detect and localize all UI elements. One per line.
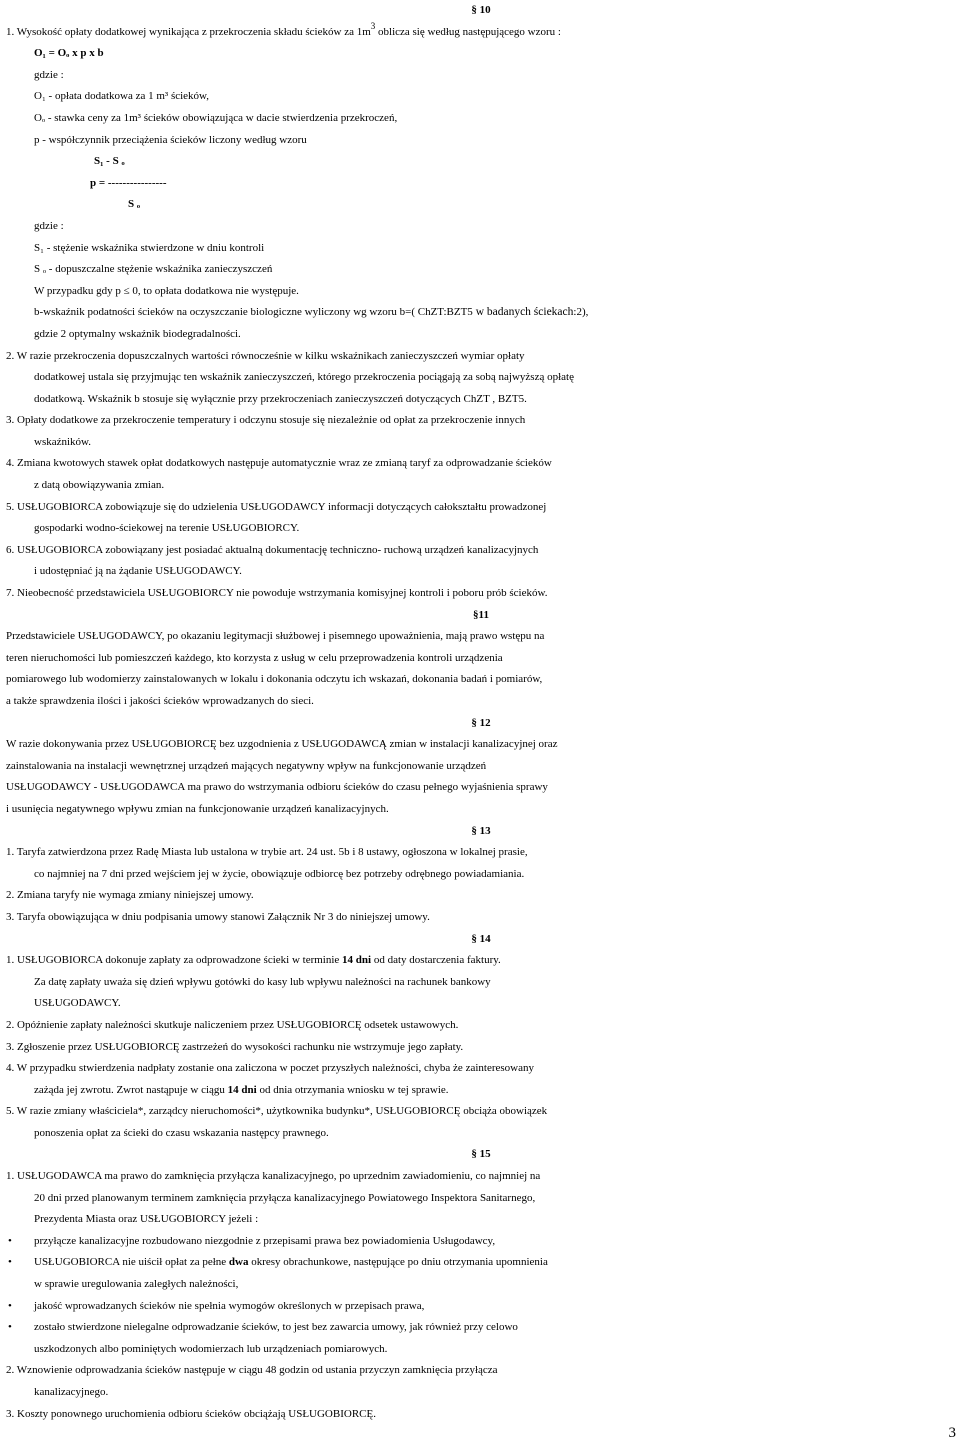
text: okresy obrachunkowe, następujące po dniu otrzymania upomnienia: [248, 1256, 548, 1269]
section-12-line-1: W razie dokonywania przez USŁUGOBIORCĘ bez uzgodnienia z USŁUGODAWCĄ zmian w instalacji kanalizacyjnej oraz: [6, 738, 558, 751]
section-15-paragraph-1-line-2: 20 dni przed planowanym terminem zamknięcia przyłącza kanalizacyjnego Powiatowego Inspektora Sanitarnego,: [34, 1191, 536, 1204]
bold-text: 14 dni: [227, 1083, 257, 1096]
document-page: [6, 0, 956, 1425]
section-10-paragraph-4-line-2: z datą obowiązywania zmian.: [34, 479, 165, 492]
section-13-paragraph-1-line-1: 1. Taryfa zatwierdzona przez Radę Miasta lub ustalona w trybie art. 24 ust. 5b i 8 ustawy, ogłoszona w lokalnej prasie,: [6, 846, 528, 859]
b-indicator-definition: [6, 302, 956, 324]
section-14-paragraph-5-line-2: ponoszenia opłat za ścieki do czasu wskazania następcy prawnego.: [34, 1126, 329, 1139]
definition-o1: O₁ - opłata dodatkowa za 1 m³ ścieków,: [34, 90, 210, 103]
text: 1. USŁUGOBIORCA dokonuje zapłaty za odprowadzone ścieki w terminie: [6, 954, 343, 967]
section-14-paragraph-5-line-1: 5. W razie zmiany właściciela*, zarządcy nieruchomości*, użytkownika budynku*, USŁUGOBIORCĘ obciąża obowiązek: [6, 1105, 548, 1118]
fraction-numerator: S₁ - S ₒ: [94, 155, 125, 168]
section-10-paragraph-2-line-3: dodatkową. Wskaźnik b stosuje się wyłącznie przy przekroczeniach zanieczyszczeń dotyczących ChZT , BZT5.: [34, 392, 527, 405]
section-14-paragraph-1-line-3: USŁUGODAWCY.: [34, 997, 121, 1010]
section-11-heading: §11: [473, 608, 489, 621]
text: zażąda jej zwrotu. Zwrot nastąpuje w ciągu: [34, 1083, 228, 1096]
gdzie-label: gdzie :: [34, 68, 64, 81]
section-10-paragraph-3-line-1: 3. Opłaty dodatkowe za przekroczenie temperatury i odczynu stosuje się niezależnie od opłat za przekroczenie innych: [6, 414, 526, 427]
section-15-paragraph-3: 3. Koszty ponownego uruchomienia odbioru ścieków obciążają USŁUGOBIORCĘ.: [6, 1407, 376, 1420]
section-10-paragraph-2-line-2: dodatkowej ustala się przyjmując ten wskaźnik zanieczyszczeń, którego przekroczenia pociągają za sobą najwyższą opłatę: [34, 371, 574, 384]
definition-so: S ₒ - dopuszczalne stężenie wskaźnika zanieczyszczeń: [34, 263, 273, 276]
section-12-line-4: i usunięcia negatywnego wpływu zmian na funkcjonowanie urządzeń kanalizacyjnych.: [6, 802, 389, 815]
section-11-line-2: teren nieruchomości lub pomieszczeń każdego, kto korzysta z usług w celu przeprowadzenia kontroli urządzenia: [6, 651, 503, 664]
text: przyłącze kanalizacyjne rozbudowano niezgodnie z przepisami prawa bez powiadomienia Usługodawcy,: [34, 1234, 496, 1247]
definition-oo: Oₒ - stawka ceny za 1m³ ścieków obowiązująca w dacie stwierdzenia przekroczeń,: [34, 111, 398, 124]
section-10-paragraph-5-line-1: 5. USŁUGOBIORCA zobowiązuje się do udzielenia USŁUGODAWCY informacji dotyczących całokształtu prowadzonej: [6, 500, 547, 513]
superscript: 3: [370, 20, 376, 31]
section-15-paragraph-1-line-1: 1. USŁUGODAWCA ma prawo do zamknięcia przyłącza kanalizacyjnego, po uprzednim zawiadomieniu, co najmniej na: [6, 1170, 541, 1183]
section-13-heading: § 13: [471, 824, 491, 837]
section-14-paragraph-4-line-2: [6, 1080, 956, 1102]
section-12-line-2: zainstalowania na instalacji wewnętrznej urządzeń mających negatywny wpływ na funkcjonowanie urządzeń: [6, 759, 487, 772]
bullet-icon: •: [8, 1299, 12, 1312]
section-12-line-3: USŁUGODAWCY - USŁUGODAWCA ma prawo do wstrzymania odbioru ścieków do czasu pełnego wyjaśnienia sprawy: [6, 781, 548, 794]
bullet-item-2-line-2: w sprawie uregulowania zaległych należności,: [34, 1278, 239, 1291]
bullet-item-3: [6, 1296, 956, 1318]
section-15-paragraph-2-line-2: kanalizacyjnego.: [34, 1386, 109, 1398]
section-15-paragraph-2-line-1: 2. Wznowienie odprowadzania ścieków następuje w ciągu 48 godzin od ustania przyczyn zamknięcia przyłącza: [6, 1364, 498, 1377]
bullet-icon: •: [8, 1256, 12, 1269]
section-13-paragraph-3: 3. Taryfa obowiązująca w dniu podpisania umowy stanowi Załącznik Nr 3 do niniejszej umowy.: [6, 910, 430, 923]
section-10-heading: § 10: [471, 4, 491, 16]
section-10-paragraph-4-line-1: 4. Zmiana kwotowych stawek opłat dodatkowych następuje automatycznie wraz ze zmianą taryf za odprowadzanie ścieków: [6, 457, 552, 470]
section-11-line-4: a także sprawdzenia ilości i jakości ścieków wprowadzanych do sieci.: [6, 695, 314, 707]
text: od daty dostarczenia faktury.: [371, 954, 501, 967]
gdzie-label-2: gdzie :: [34, 219, 64, 232]
section-14-paragraph-1-line-2: Za datę zapłaty uważa się dzień wpływu gotówki do kasy lub wpływu należności na rachunek bankowy: [34, 975, 491, 988]
text: oblicza się według następującego wzoru :: [375, 25, 561, 38]
text: od dnia otrzymania wniosku w tej sprawie.: [256, 1083, 449, 1096]
bold-text: 14 dni: [342, 954, 372, 967]
formula-o1: O₁ = Oₒ x p x b: [34, 47, 104, 60]
section-11-line-1: Przedstawiciele USŁUGODAWCY, po okazaniu legitymacji służbowej i pisemnego upoważnienia, mają prawo wstępu na: [6, 630, 545, 643]
section-10-paragraph-2-line-1: 2. W razie przekroczenia dopuszczalnych wartości równocześnie w kilku wskaźnikach zanieczyszczeń wymiar opłaty: [6, 349, 525, 362]
definition-s1: S₁ - stężenie wskaźnika stwierdzone w dniu kontroli: [34, 241, 265, 254]
text: zostało stwierdzone nielegalne odprowadzanie ścieków, to jest bez zawarcia umowy, jak również przy celowo: [34, 1321, 518, 1334]
fraction-line: p = ----------------: [90, 176, 167, 189]
section-14-heading: § 14: [471, 932, 491, 945]
section-12-heading: § 12: [471, 716, 491, 729]
bullet-item-2: [6, 1252, 956, 1274]
section-14-paragraph-4-line-1: 4. W przypadku stwierdzenia nadpłaty zostanie ona zaliczona w poczet przyszłych należności, chyba że zainteresowany: [6, 1062, 534, 1075]
text: USŁUGOBIORCA nie uiścił opłat za pełne: [34, 1256, 229, 1269]
section-13-paragraph-2: 2. Zmiana taryfy nie wymaga zmiany niniejszej umowy.: [6, 889, 254, 902]
text: jakość wprowadzanych ścieków nie spełnia wymogów określonych w przepisach prawa,: [34, 1299, 425, 1312]
fraction-denominator: S ₒ: [128, 198, 141, 211]
text: b-wskaźnik podatności ścieków na oczyszczanie biologiczne wyliczony wg wzoru b=( ChZT:BZT5: [34, 306, 473, 319]
section-10-paragraph-7: 7. Nieobecność przedstawiciela USŁUGOBIORCY nie powoduje wstrzymania komisyjnej kontroli i poboru prób ścieków.: [6, 587, 548, 600]
page-number: 3: [948, 1425, 956, 1442]
b-indicator-note: gdzie 2 optymalny wskaźnik biodegradalności.: [34, 327, 241, 340]
bold-text: dwa: [228, 1256, 249, 1269]
section-10-paragraph-5-line-2: gospodarki wodno-ściekowej na terenie USŁUGOBIORCY.: [34, 522, 300, 535]
no-fee-condition: W przypadku gdy p ≤ 0, to opłata dodatkowa nie występuje.: [34, 284, 299, 297]
section-10-paragraph-6-line-1: 6. USŁUGOBIORCA zobowiązany jest posiadać aktualną dokumentację techniczno- ruchową urządzeń kanalizacyjnych: [6, 543, 539, 556]
section-15-paragraph-1-line-3: Prezydenta Miasta oraz USŁUGOBIORCY jeżeli :: [34, 1213, 259, 1226]
section-11-line-3: pomiarowego lub wodomierzy zainstalowanych w lokalu i dokonania odczytu ich wskazań, dokonania badań i pomiarów,: [6, 673, 543, 686]
section-14-paragraph-2: 2. Opóźnienie zapłaty należności skutkuje naliczeniem przez USŁUGOBIORCĘ odsetek ustawowych.: [6, 1018, 459, 1031]
text: 1. Wysokość opłaty dodatkowej wynikająca z przekroczenia składu ścieków za 1m: [6, 25, 371, 38]
bullet-item-4-line-2: uszkodzonych albo pominiętych wodomierzach lub urządzeniach pomiarowych.: [34, 1342, 388, 1355]
bullet-item-1: [6, 1231, 956, 1253]
text: :2),: [573, 306, 589, 319]
section-15-heading: § 15: [471, 1148, 491, 1161]
small-text: w badanych ściekach: [472, 306, 574, 319]
section-14-paragraph-3: 3. Zgłoszenie przez USŁUGOBIORCĘ zastrzeżeń do wysokości rachunku nie wstrzymuje jego zapłaty.: [6, 1040, 464, 1053]
bullet-icon: •: [8, 1234, 12, 1247]
bullet-item-4: [6, 1317, 956, 1339]
section-10-paragraph-1: [6, 22, 956, 44]
section-13-paragraph-1-line-2: co najmniej na 7 dni przed wejściem jej w życie, obowiązuje odbiorcę bez potrzeby odrębnego powiadamiania.: [34, 867, 525, 880]
section-14-paragraph-1-line-1: [6, 950, 956, 972]
section-10-paragraph-6-line-2: i udostępniać ją na żądanie USŁUGODAWCY.: [34, 565, 242, 578]
section-10-paragraph-3-line-2: wskaźników.: [34, 435, 92, 448]
bullet-icon: •: [8, 1321, 12, 1334]
definition-p: p - współczynnik przeciążenia ścieków liczony według wzoru: [34, 133, 307, 146]
